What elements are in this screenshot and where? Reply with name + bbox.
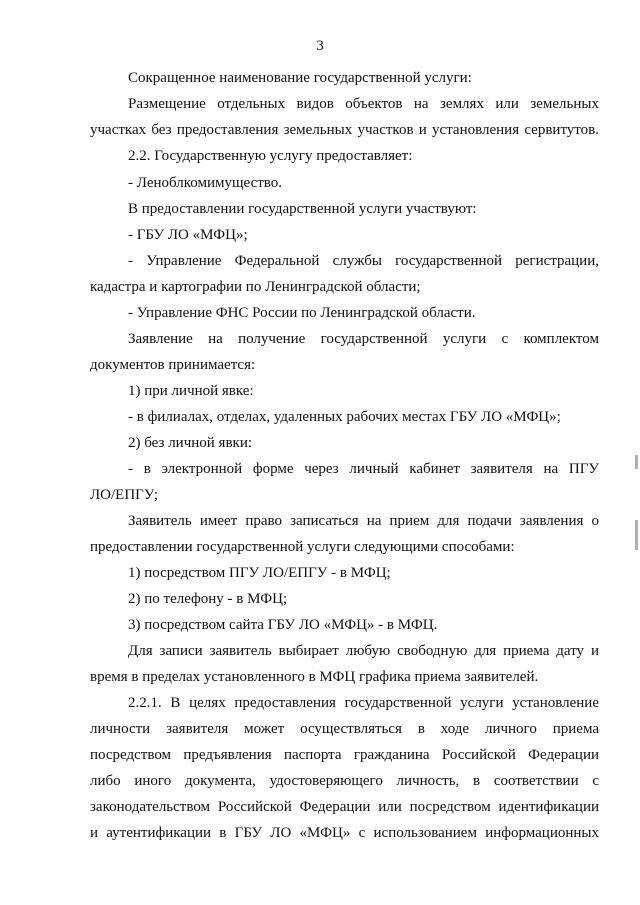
text-line: 2) без личной явки: (128, 435, 253, 451)
text-line: - Управление ФНС России по Ленинградской области. (128, 305, 476, 321)
text-line: - в электронной форме через личный кабинет заявителя на ПГУ (128, 461, 599, 477)
text-line: Для записи заявитель выбирает любую свободную для приема дату и (128, 643, 599, 659)
text-line: и аутентификации в ГБУ ЛО «МФЦ» с использованием информационных (90, 825, 599, 841)
text-line: В предоставлении государственной услуги участвуют: (128, 201, 477, 217)
text-line: кадастра и картографии по Ленинградской области; (90, 279, 421, 295)
text-line: 2) по телефону - в МФЦ; (128, 591, 288, 607)
scan-artifact-mark (635, 455, 638, 469)
text-line: документов принимается: (90, 357, 256, 373)
text-line: личности заявителя может осуществляться в ходе личного приема (90, 721, 599, 737)
text-line: - в филиалах, отделах, удаленных рабочих местах ГБУ ЛО «МФЦ»; (128, 409, 561, 425)
text-line: время в пределах установленного в МФЦ графика приема заявителей. (90, 669, 539, 685)
page-number: 3 (316, 38, 324, 54)
text-line: законодательством Российской Федерации или посредством идентификации (90, 799, 599, 815)
text-line: предоставлении государственной услуги следующими способами: (90, 539, 515, 555)
text-line: либо иного документа, удостоверяющего личность, в соответствии с (90, 773, 599, 789)
text-line: 3) посредством сайта ГБУ ЛО «МФЦ» - в МФЦ. (128, 617, 438, 633)
text-line: - ГБУ ЛО «МФЦ»; (128, 227, 248, 243)
text-line: Размещение отдельных видов объектов на землях или земельных (128, 96, 599, 112)
text-line: Заявление на получение государственной услуги с комплектом (128, 331, 599, 347)
text-line: участках без предоставления земельных участков и установления сервитутов. (90, 122, 599, 138)
text-line: ЛО/ЕПГУ; (90, 487, 159, 503)
text-line: Сокращенное наименование государственной услуги: (128, 70, 472, 86)
text-line: - Леноблкомимущество. (128, 175, 283, 191)
text-line: 1) при личной явке: (128, 383, 254, 399)
scan-artifact-mark (635, 520, 638, 550)
text-line: 1) посредством ПГУ ЛО/ЕПГУ - в МФЦ; (128, 565, 391, 581)
text-line: Заявитель имеет право записаться на прием для подачи заявления о (128, 513, 599, 529)
text-line: 2.2.1. В целях предоставления государственной услуги установление (128, 695, 599, 711)
text-line: - Управление Федеральной службы государственной регистрации, (128, 253, 599, 269)
text-line: посредством предъявления паспорта гражданина Российской Федерации (90, 747, 599, 763)
text-line: 2.2. Государственную услугу предоставляет: (128, 148, 413, 164)
